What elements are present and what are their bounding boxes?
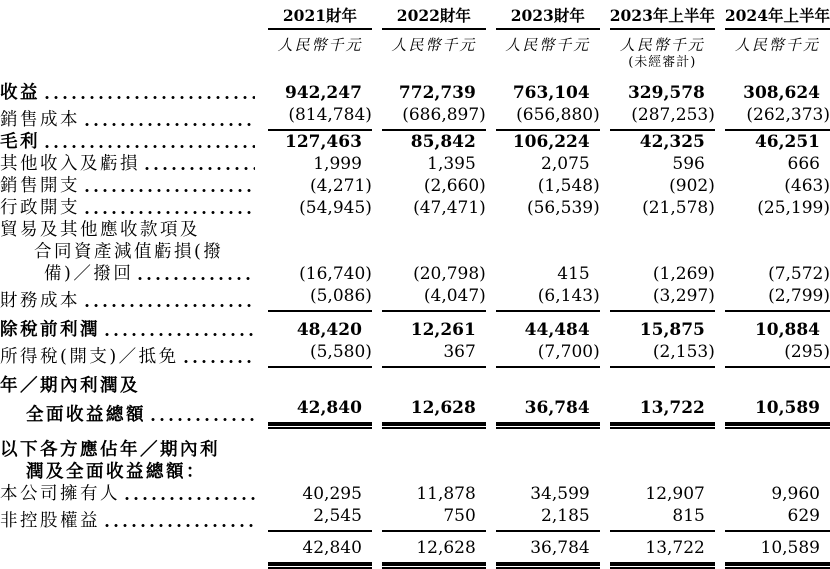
header-spacer-cell <box>0 6 258 70</box>
row-label-cell <box>0 153 258 175</box>
row-label-cell <box>0 219 258 241</box>
dot-leader <box>85 304 255 307</box>
value-cell: 666 <box>787 154 820 174</box>
value-cell: (262,373) <box>725 104 830 131</box>
value-cell: (295) <box>725 341 830 368</box>
value-cell <box>268 219 372 241</box>
value-cell: (47,471) <box>413 198 486 218</box>
value-cell: 772,739 <box>398 83 476 103</box>
column-unit-label: 人民幣千元 <box>734 36 820 54</box>
value-cell: (16,740) <box>299 264 372 284</box>
value-cell: (6,143) <box>496 285 600 312</box>
value-cell: (21,578) <box>642 198 715 218</box>
row-label: 毛利 <box>0 132 40 152</box>
value-cell <box>496 219 600 241</box>
dot-leader <box>125 497 255 500</box>
value-cell <box>496 439 600 461</box>
value-cell: 42,840 <box>268 537 372 566</box>
dot-leader <box>45 145 255 148</box>
value-cell: (2,799) <box>725 285 830 312</box>
row-label: 年／期內利潤及 <box>0 376 140 396</box>
column-year-label: 2023財年 <box>496 6 600 30</box>
column-year-label: 2022財年 <box>382 6 486 30</box>
value-cell: 1,999 <box>313 154 362 174</box>
row-label: 銷售成本 <box>0 110 80 130</box>
row-label: 本公司擁有人 <box>0 484 120 504</box>
value-cell: 942,247 <box>285 83 362 103</box>
value-cell <box>268 241 372 263</box>
value-cell <box>268 461 372 483</box>
value-cell: 329,578 <box>627 83 705 103</box>
column-unit-label: 人民幣千元 <box>505 36 591 54</box>
value-cell <box>725 461 830 483</box>
value-cell: 36,784 <box>496 537 600 566</box>
column-year-label: 2021財年 <box>268 6 372 30</box>
value-cell: 2,545 <box>268 505 372 532</box>
value-cell: 85,842 <box>410 132 476 152</box>
value-cell: 596 <box>672 154 705 174</box>
value-cell: 12,261 <box>410 320 476 340</box>
value-cell: (2,153) <box>610 341 715 368</box>
dot-leader <box>45 96 255 99</box>
value-cell: 10,884 <box>754 320 820 340</box>
row-label-cell <box>0 439 258 461</box>
value-cell: 46,251 <box>754 132 820 152</box>
value-cell: (56,539) <box>526 198 600 218</box>
row-label: 收益 <box>0 83 40 103</box>
value-cell: (25,199) <box>757 198 830 218</box>
value-cell <box>610 461 715 483</box>
dot-leader <box>138 277 255 280</box>
value-cell <box>496 461 600 483</box>
value-cell: 308,624 <box>743 83 820 103</box>
row-spacer <box>0 70 830 82</box>
value-cell: 367 <box>382 341 486 368</box>
value-cell <box>382 219 486 241</box>
value-cell: (7,572) <box>768 264 830 284</box>
value-cell: (3,297) <box>610 285 715 312</box>
value-cell: 415 <box>557 264 590 284</box>
row-label: 合同資產減值虧損(撥 <box>34 242 224 262</box>
value-cell: 12,628 <box>382 397 486 426</box>
value-cell: (54,945) <box>299 198 372 218</box>
row-label-cell <box>0 175 258 197</box>
value-cell <box>610 375 715 397</box>
value-cell: (1,548) <box>537 176 600 196</box>
row-spacer <box>0 368 830 375</box>
row-label: 行政開支 <box>0 198 80 218</box>
value-cell: 42,840 <box>268 397 372 426</box>
value-cell: 9,960 <box>771 484 820 504</box>
value-cell: (2,660) <box>423 176 486 196</box>
value-cell: 13,722 <box>610 397 715 426</box>
row-label-cell <box>0 285 258 312</box>
row-label-cell <box>0 319 258 341</box>
value-cell <box>268 375 372 397</box>
row-label: 除稅前利潤 <box>0 320 100 340</box>
value-cell: 10,589 <box>725 397 830 426</box>
row-label-cell <box>0 241 258 263</box>
column-header <box>382 6 486 70</box>
column-unit-label: 人民幣千元 <box>277 36 363 54</box>
dot-leader <box>151 418 255 421</box>
value-cell: 40,295 <box>302 484 362 504</box>
row-label-cell <box>0 505 258 532</box>
value-cell <box>725 219 830 241</box>
value-cell: (4,271) <box>309 176 372 196</box>
value-cell: (20,798) <box>413 264 486 284</box>
value-cell: 15,875 <box>639 320 705 340</box>
value-cell: 34,599 <box>530 484 590 504</box>
column-header <box>725 6 830 70</box>
row-label-cell <box>0 397 258 426</box>
row-label: 以下各方應佔年／期內利 <box>0 440 220 460</box>
value-cell <box>496 375 600 397</box>
value-cell <box>725 375 830 397</box>
row-label-cell <box>0 197 258 219</box>
value-cell: 12,907 <box>645 484 705 504</box>
value-cell: 36,784 <box>496 397 600 426</box>
row-label-cell <box>0 341 258 368</box>
value-cell: 1,395 <box>427 154 476 174</box>
value-cell <box>725 241 830 263</box>
row-label-cell <box>0 104 258 131</box>
value-cell: (902) <box>669 176 715 196</box>
value-cell <box>725 439 830 461</box>
dot-leader <box>105 333 255 336</box>
dot-leader <box>85 211 255 214</box>
value-cell <box>610 241 715 263</box>
row-label: 其他收入及虧損 <box>0 154 140 174</box>
value-cell: 815 <box>610 505 715 532</box>
value-cell: (287,253) <box>610 104 715 131</box>
dot-leader <box>85 189 255 192</box>
row-label-cell <box>0 375 258 397</box>
value-cell <box>382 439 486 461</box>
value-cell <box>382 461 486 483</box>
value-cell: 10,589 <box>725 537 830 566</box>
row-label: 所得稅(開支)／抵免 <box>0 347 179 367</box>
value-cell <box>268 439 372 461</box>
column-year-label: 2024年上半年 <box>725 6 830 30</box>
column-unit-label: 人民幣千元 <box>391 36 477 54</box>
row-label: 銷售開支 <box>0 176 80 196</box>
value-cell <box>382 241 486 263</box>
row-label-cell <box>0 483 258 505</box>
value-cell: 44,484 <box>524 320 590 340</box>
row-label-cell <box>0 82 258 104</box>
column-header <box>610 6 715 70</box>
column-note: (未經審計) <box>628 55 697 70</box>
value-cell: 12,628 <box>382 537 486 566</box>
value-cell: 763,104 <box>512 83 590 103</box>
column-header <box>268 6 372 70</box>
column-unit-label: 人民幣千元 <box>619 36 705 54</box>
row-label-cell <box>0 263 258 285</box>
value-cell <box>382 375 486 397</box>
row-label-cell <box>0 537 258 566</box>
value-cell: 629 <box>725 505 830 532</box>
value-cell <box>610 439 715 461</box>
value-cell: (5,086) <box>268 285 372 312</box>
value-cell: (5,580) <box>268 341 372 368</box>
row-label: 財務成本 <box>0 291 80 311</box>
value-cell: (463) <box>784 176 830 196</box>
row-label: 潤及全面收益總額： <box>26 462 206 482</box>
dot-leader <box>145 167 255 170</box>
value-cell: 2,185 <box>496 505 600 532</box>
value-cell: 11,878 <box>416 484 476 504</box>
row-label: 全面收益總額 <box>26 405 146 425</box>
row-spacer <box>0 312 830 319</box>
value-cell: 48,420 <box>296 320 362 340</box>
value-cell: (686,897) <box>382 104 486 131</box>
value-cell <box>496 241 600 263</box>
value-cell: 2,075 <box>541 154 590 174</box>
value-cell: 750 <box>382 505 486 532</box>
value-cell: (7,700) <box>496 341 600 368</box>
dot-leader <box>105 524 255 527</box>
row-label: 非控股權益 <box>0 511 100 531</box>
value-cell: 42,325 <box>639 132 705 152</box>
row-label: 備)／撥回 <box>44 264 134 284</box>
value-cell: (1,269) <box>652 264 715 284</box>
value-cell <box>610 219 715 241</box>
value-cell: (656,880) <box>496 104 600 131</box>
column-header <box>496 6 600 70</box>
column-year-label: 2023年上半年 <box>610 6 715 30</box>
value-cell: (814,784) <box>268 104 372 131</box>
financial-table <box>0 6 830 566</box>
value-cell: 106,224 <box>512 132 590 152</box>
dot-leader <box>184 360 255 363</box>
value-cell: (4,047) <box>382 285 486 312</box>
row-label-cell <box>0 461 258 483</box>
row-label: 貿易及其他應收款項及 <box>0 220 200 240</box>
value-cell: 13,722 <box>610 537 715 566</box>
dot-leader <box>85 123 255 126</box>
row-label-cell <box>0 131 258 153</box>
value-cell: 127,463 <box>285 132 362 152</box>
